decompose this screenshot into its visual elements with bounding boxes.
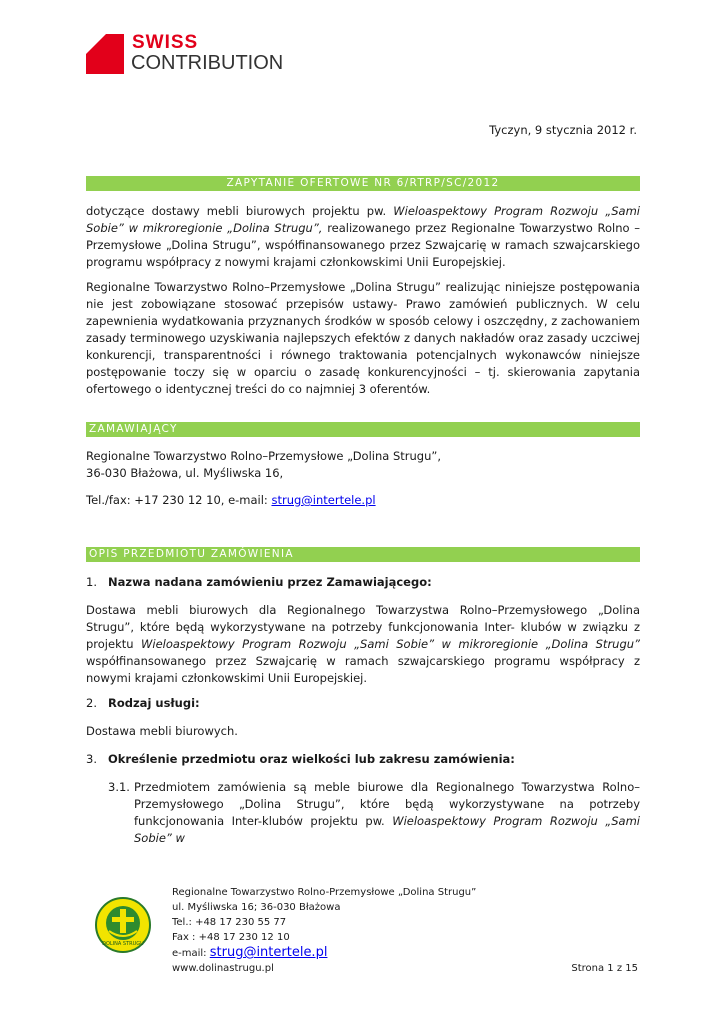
logo-swiss-text: SWISS (132, 32, 199, 53)
footer-email-link[interactable]: strug@intertele.pl (209, 945, 328, 960)
list-item-3: 3. Określenie przedmiotu oraz wielkości lub zakresu zamówienia: (86, 752, 515, 766)
dolina-strugu-logo (95, 897, 151, 953)
intro-paragraph-1: dotyczące dostawy mebli biurowych projektu pw. Wieloaspektowy Program Rozwoju „Sami Sobie” w mikroregionie „Dolina Strugu”, realizowanego przez Regionalne Towarzystwo Rolno – Przemysłowe „Dolina Strugu”, współfinansowanego przez Szwajcarię w ramach szwajcarskiego programu współpracy z nowymi krajami członkowskimi Unii Europejskiej. (86, 204, 640, 269)
document-date: Tyczyn, 9 stycznia 2012 r. (489, 123, 637, 137)
footer-fax: Fax : +48 17 230 12 10 (172, 932, 290, 943)
zamawiajacy-name: Regionalne Towarzystwo Rolno–Przemysłowe „Dolina Strugu”, (86, 449, 441, 463)
section-heading-zamawiajacy: ZAMAWIAJĄCY (86, 422, 640, 437)
zamawiajacy-contact: Tel./fax: +17 230 12 10, e-mail: strug@intertele.pl (86, 493, 376, 507)
footer-website: www.dolinastrugu.pl (172, 963, 274, 974)
footer-contact (172, 885, 476, 976)
item1-paragraph: Dostawa mebli biurowych dla Regionalnego Towarzystwa Rolno–Przemysłowego „Dolina Strugu”, które będą wykorzystywane na potrzeby funkcjonowania Inter- klubów w związku z projektu Wieloaspektowy Program Rozwoju „Sami Sobie” w mikroregionie „Dolina Strugu” współfinansowanego przez Szwajcarię w ramach szwajcarskiego programu współpracy z nowymi krajami członkowskimi Unii Europejskiej. (86, 603, 641, 685)
intro-paragraph-2: Regionalne Towarzystwo Rolno–Przemysłowe „Dolina Strugu” realizując niniejsze postępowania nie jest zobowiązane stosować przepisów ustawy- Prawo zamówień publicznych. W celu zapewnienia wydatkowania przyznanych środków w sposób celowy i oszczędny, z zachowaniem zasady terminowego uzyskiwania najlepszych efektów z danych nakładów oraz zasady uczciwej konkurencji, transparentności i równego traktowania potencjalnych wykonawców niniejsze postępowanie toczy się w oparciu o zasadę konkurencyjności – tj. skierowania zapytania ofertowego o identycznej treści do co najmniej 3 oferentów. (86, 280, 640, 396)
sub-item-3-1: 3.1. Przedmiotem zamówienia są meble biurowe dla Regionalnego Towarzystwa Rolno–Przemysłowego „Dolina Strugu”, które będą wykorzystywane na potrzeby funkcjonowania Inter-klubów projektu pw. Wieloaspektowy Program Rozwoju „Sami Sobie” w (108, 780, 641, 845)
zamawiajacy-address: 36-030 Błażowa, ul. Myśliwska 16, (86, 466, 284, 480)
svg-text:DOLINA STRUGU: DOLINA STRUGU (102, 941, 144, 947)
footer-tel: Tel.: +48 17 230 55 77 (172, 917, 287, 928)
section-heading-opis: OPIS PRZEDMIOTU ZAMÓWIENIA (86, 547, 640, 562)
page-number: Strona 1 z 15 (571, 963, 638, 974)
footer-org: Regionalne Towarzystwo Rolno-Przemysłowe „Dolina Strugu” (172, 887, 477, 898)
list-item-2: 2. Rodzaj usługi: (86, 696, 200, 710)
title-bar: ZAPYTANIE OFERTOWE NR 6/RTRP/SC/2012 (86, 176, 640, 191)
footer-address: ul. Myśliwska 16; 36-030 Błażowa (172, 902, 341, 913)
zamawiajacy-email-link[interactable]: strug@intertele.pl (271, 493, 376, 507)
list-item-1: 1. Nazwa nadana zamówieniu przez Zamawiającego: (86, 575, 432, 589)
logo-contribution-text: CONTRIBUTION (131, 52, 284, 74)
footer-email-line: e-mail: strug@intertele.pl (172, 945, 328, 960)
item2-text: Dostawa mebli biurowych. (86, 724, 238, 738)
